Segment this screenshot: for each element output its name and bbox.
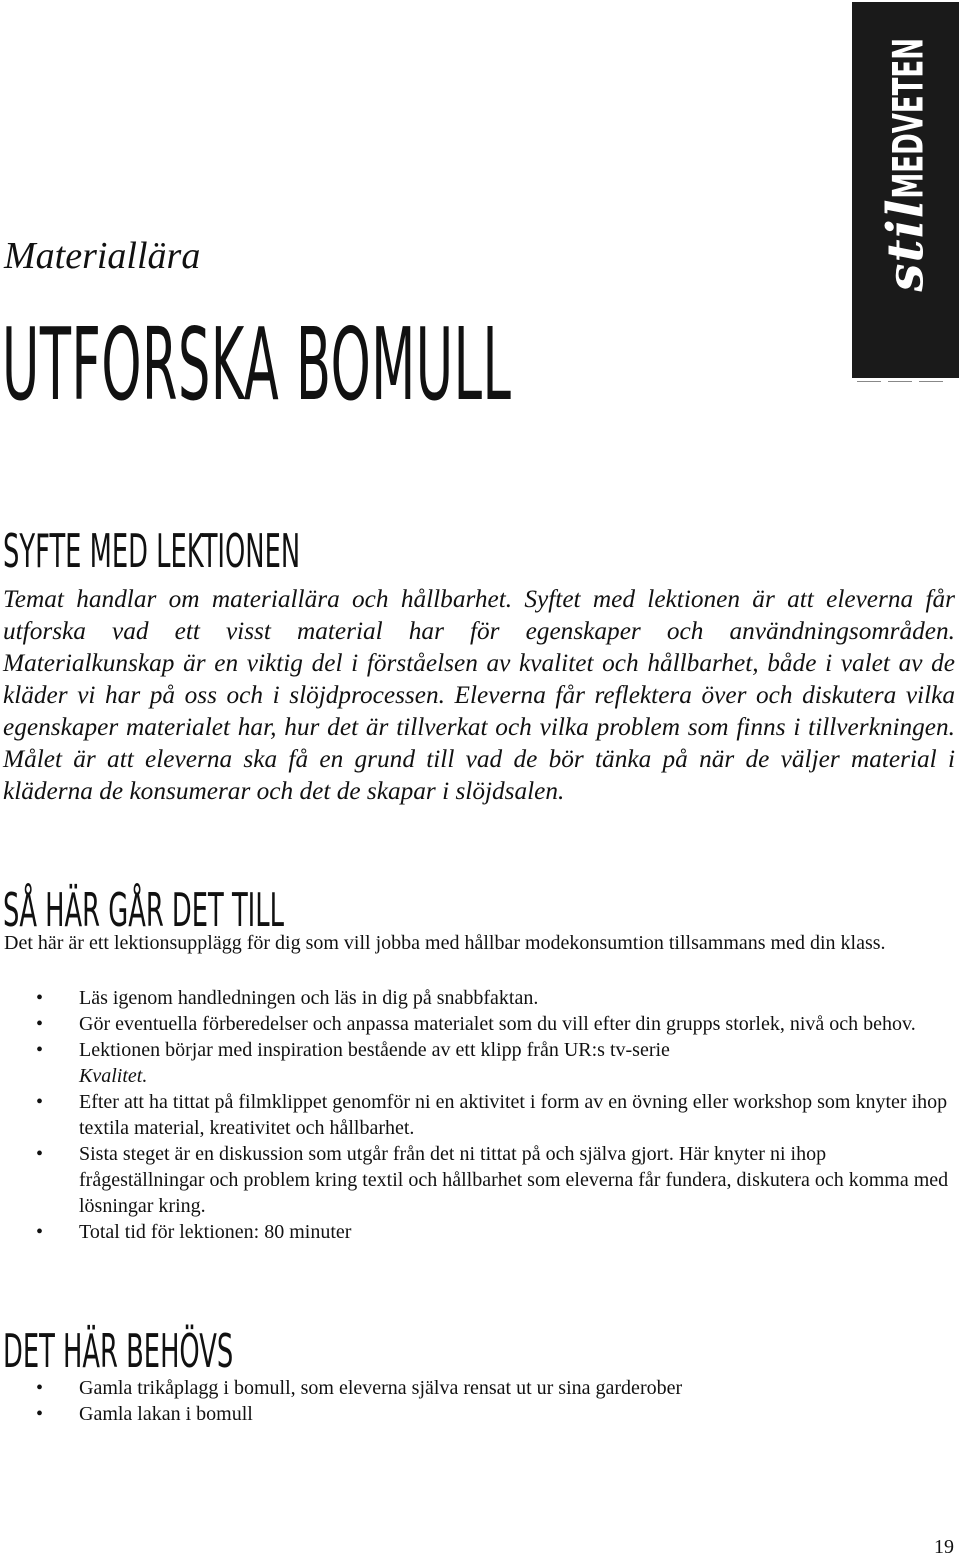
bullet-icon: • <box>36 1013 44 1035</box>
series-title: Kvalitet. <box>79 1065 148 1087</box>
decorative-dashes <box>857 381 943 382</box>
page-kicker: Materiallära <box>4 235 201 277</box>
purpose-heading: SYFTE MED LEKTIONEN <box>3 524 301 578</box>
howto-heading: SÅ HÄR GÅR DET TILL <box>3 883 284 937</box>
bullet-icon: • <box>36 1039 44 1061</box>
steps-list <box>0 985 960 1245</box>
list-item: • Sista steget är en diskussion som utgår från det ni tittat på och själva gjort. Här knyter ni ihop frågeställningar och problem kring textil och hållbarhet som eleverna får fundera, diskutera och komma med lösningar kring. <box>36 1143 949 1217</box>
bullet-icon: • <box>36 1403 44 1425</box>
purpose-body: Temat handlar om materiallära och hållbarhet. Syftet med lektionen är att eleverna får utforska vad ett visst material har för egenskaper och användningsområden. Materialkunskap är en viktig del i förståelsen av kvalitet och hållbarhet, både i valet av de kläder vi har på oss och i slöjdprocessen. Eleverna får reflektera över och diskutera vilka egenskaper materialet har, hur det är tillverkat och vilka problem som finns i tillverkningen. Målet är att eleverna ska få en grund till vad de bör tänka på när de väljer material i kläderna de konsumerar och det de skapar i slöjdsalen. <box>3 585 955 805</box>
bullet-icon: • <box>36 1143 44 1165</box>
bullet-icon: • <box>36 1221 44 1243</box>
bullet-icon: • <box>36 1377 44 1399</box>
page-title: UTFORSKA BOMULL <box>2 306 512 423</box>
howto-intro: Det här är ett lektionsupplägg för dig som vill jobba med hållbar modekonsumtion tillsammans med din klass. <box>4 932 886 954</box>
list-item: • Total tid för lektionen: 80 minuter <box>36 1221 352 1243</box>
brand-script: stil <box>875 198 935 292</box>
needs-list <box>0 1375 960 1427</box>
brand-caps: MEDVETEN <box>883 37 933 199</box>
list-item: • Lektionen börjar med inspiration bestående av ett klipp från UR:s tv-serie Kvalitet. <box>36 1039 670 1087</box>
list-item: • Efter att ha tittat på filmklippet genomför ni en aktivitet i form av en övning eller workshop som knyter ihop textila material, kreativitet och hållbarhet. <box>36 1091 948 1139</box>
needs-heading: DET HÄR BEHÖVS <box>3 1324 234 1378</box>
bullet-icon: • <box>36 987 44 1009</box>
bullet-icon: • <box>36 1091 44 1113</box>
list-item: • Gamla lakan i bomull <box>36 1403 253 1425</box>
page-number: 19 <box>934 1536 954 1558</box>
list-item: • Läs igenom handledningen och läs in dig på snabbfaktan. <box>36 987 539 1009</box>
list-item: • Gamla trikåplagg i bomull, som eleverna själva rensat ut ur sina garderober <box>36 1377 683 1399</box>
list-item: • Gör eventuella förberedelser och anpassa materialet som du vill efter din grupps storlek, nivå och behov. <box>36 1013 916 1035</box>
